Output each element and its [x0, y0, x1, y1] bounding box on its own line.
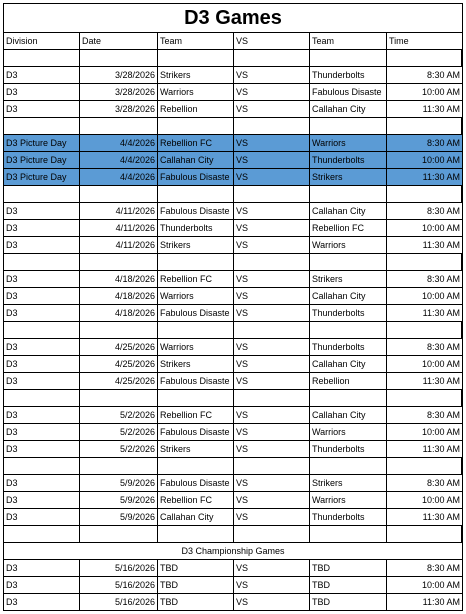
spacer-row [3, 254, 463, 271]
empty-cell[interactable] [234, 390, 310, 406]
spacer-row [3, 50, 463, 67]
table-row [3, 441, 463, 458]
empty-cell[interactable] [158, 254, 234, 270]
cell-team2[interactable]: Callahan City [310, 101, 387, 117]
empty-cell[interactable] [310, 118, 387, 134]
cell-team2[interactable]: Thunderbolts [310, 339, 387, 355]
cell-date[interactable]: 4/18/2026 [80, 305, 158, 321]
cell-division[interactable]: D3 [4, 475, 80, 491]
cell-time[interactable]: 8:30 AM [426, 70, 460, 80]
cell-vs[interactable]: VS [234, 407, 310, 423]
empty-cell[interactable] [387, 118, 462, 134]
cell-division[interactable]: D3 [4, 356, 80, 372]
cell-vs[interactable]: VS [234, 220, 310, 236]
championship-label[interactable]: D3 Championship Games [181, 546, 285, 556]
cell-division[interactable]: D3 [4, 594, 80, 610]
cell-team2[interactable]: Callahan City [310, 356, 387, 372]
header-row [3, 33, 463, 50]
cell-division[interactable]: D3 [4, 339, 80, 355]
cell-time[interactable]: 10:00 AM [421, 495, 460, 505]
cell-vs[interactable]: VS [234, 135, 310, 151]
cell-team[interactable]: TBD [158, 594, 234, 610]
cell-team2[interactable]: Rebellion [310, 373, 387, 389]
cell-team2[interactable]: Warriors [310, 135, 387, 151]
empty-cell[interactable] [80, 322, 158, 338]
cell-team2[interactable]: Callahan City [310, 288, 387, 304]
cell-vs[interactable]: VS [234, 492, 310, 508]
table-row [3, 475, 463, 492]
header-time[interactable]: Time [389, 36, 409, 46]
empty-cell[interactable] [387, 390, 462, 406]
cell-vs[interactable]: VS [234, 169, 310, 185]
cell-time[interactable]: 10:00 AM [421, 87, 460, 97]
cell-time[interactable]: 11:30 AM [422, 240, 460, 250]
cell-team[interactable]: Strikers [158, 356, 234, 372]
empty-cell[interactable] [4, 186, 80, 202]
cell-vs[interactable]: VS [234, 203, 310, 219]
cell-date[interactable]: 4/4/2026 [80, 135, 158, 151]
cell-division[interactable]: D3 [4, 220, 80, 236]
cell-date[interactable]: 4/25/2026 [80, 373, 158, 389]
cell-division[interactable]: D3 [4, 577, 80, 593]
cell-vs[interactable]: VS [234, 441, 310, 457]
empty-cell[interactable] [80, 50, 158, 66]
cell-division[interactable]: D3 [4, 441, 80, 457]
cell-team2[interactable]: Warriors [310, 492, 387, 508]
cell-time[interactable]: 11:30 AM [422, 308, 460, 318]
empty-cell[interactable] [80, 118, 158, 134]
empty-cell[interactable] [387, 50, 462, 66]
table-row [3, 220, 463, 237]
cell-team[interactable]: Callahan City [158, 509, 234, 525]
cell-date[interactable]: 4/18/2026 [80, 271, 158, 287]
cell-team[interactable]: Fabulous Disaste [158, 203, 234, 219]
table-row [3, 339, 463, 356]
cell-team[interactable]: Fabulous Disaste [158, 475, 234, 491]
table-row [3, 509, 463, 526]
cell-team2[interactable]: Thunderbolts [310, 152, 387, 168]
cell-team[interactable]: Thunderbolts [158, 220, 234, 236]
cell-vs[interactable]: VS [234, 152, 310, 168]
empty-cell[interactable] [310, 390, 387, 406]
table-row [3, 305, 463, 322]
empty-cell[interactable] [310, 254, 387, 270]
cell-time[interactable]: 8:30 AM [426, 563, 460, 573]
cell-vs[interactable]: VS [234, 305, 310, 321]
cell-time[interactable]: 11:30 AM [422, 104, 460, 114]
cell-division[interactable]: D3 [4, 305, 80, 321]
cell-time[interactable]: 8:30 AM [426, 274, 460, 284]
cell-date[interactable]: 3/28/2026 [80, 101, 158, 117]
cell-division[interactable]: D3 [4, 509, 80, 525]
empty-cell[interactable] [158, 50, 234, 66]
table-row [3, 67, 463, 84]
cell-team2[interactable]: Callahan City [310, 407, 387, 423]
cell-team2[interactable]: Thunderbolts [310, 67, 387, 83]
cell-team2[interactable]: Rebellion FC [310, 220, 387, 236]
cell-division[interactable]: D3 [4, 271, 80, 287]
cell-date[interactable]: 5/16/2026 [80, 594, 158, 610]
cell-team2[interactable]: Fabulous Disaste [310, 84, 387, 100]
cell-team[interactable]: Rebellion FC [158, 135, 234, 151]
empty-cell[interactable] [80, 254, 158, 270]
cell-vs[interactable]: VS [234, 594, 310, 610]
cell-division[interactable]: D3 [4, 373, 80, 389]
cell-team[interactable]: Rebellion FC [158, 271, 234, 287]
empty-cell[interactable] [234, 118, 310, 134]
empty-cell[interactable] [310, 186, 387, 202]
cell-team2[interactable]: Warriors [310, 424, 387, 440]
cell-vs[interactable]: VS [234, 475, 310, 491]
spacer-row [3, 322, 463, 339]
cell-team[interactable]: Strikers [158, 67, 234, 83]
cell-team[interactable]: Fabulous Disaste [158, 305, 234, 321]
schedule-sheet [3, 3, 463, 611]
cell-time[interactable]: 8:30 AM [426, 206, 460, 216]
table-row [3, 237, 463, 254]
cell-time[interactable]: 10:00 AM [421, 223, 460, 233]
empty-cell[interactable] [234, 50, 310, 66]
cell-division[interactable]: D3 [4, 237, 80, 253]
cell-vs[interactable]: VS [234, 67, 310, 83]
cell-team2[interactable]: Strikers [310, 271, 387, 287]
cell-team2[interactable]: TBD [310, 594, 387, 610]
empty-cell[interactable] [4, 254, 80, 270]
empty-cell[interactable] [310, 322, 387, 338]
cell-time[interactable]: 11:30 AM [422, 376, 460, 386]
cell-time[interactable]: 11:30 AM [422, 512, 460, 522]
table-row [3, 373, 463, 390]
cell-team[interactable]: Fabulous Disaste [158, 424, 234, 440]
cell-time[interactable]: 10:00 AM [421, 427, 460, 437]
empty-cell[interactable] [234, 186, 310, 202]
cell-division[interactable]: D3 Picture Day [4, 169, 80, 185]
cell-date[interactable]: 5/16/2026 [80, 577, 158, 593]
cell-vs[interactable]: VS [234, 373, 310, 389]
cell-time[interactable]: 10:00 AM [421, 291, 460, 301]
cell-team[interactable]: Rebellion [158, 101, 234, 117]
empty-cell[interactable] [4, 322, 80, 338]
empty-cell[interactable] [4, 526, 80, 542]
table-row [3, 356, 463, 373]
cell-team[interactable]: Rebellion FC [158, 407, 234, 423]
cell-date[interactable]: 5/16/2026 [80, 560, 158, 576]
header-division[interactable]: Division [4, 33, 80, 49]
cell-date[interactable]: 5/2/2026 [80, 441, 158, 457]
cell-date[interactable]: 5/2/2026 [80, 407, 158, 423]
cell-division[interactable]: D3 Picture Day [4, 152, 80, 168]
empty-cell[interactable] [4, 50, 80, 66]
cell-date[interactable]: 5/9/2026 [80, 492, 158, 508]
cell-team[interactable]: Warriors [158, 84, 234, 100]
empty-cell[interactable] [310, 526, 387, 542]
cell-date[interactable]: 4/18/2026 [80, 288, 158, 304]
cell-division[interactable]: D3 [4, 84, 80, 100]
cell-vs[interactable]: VS [234, 424, 310, 440]
cell-division[interactable]: D3 [4, 424, 80, 440]
cell-time[interactable]: 11:30 AM [422, 172, 460, 182]
table-row [3, 560, 463, 577]
cell-vs[interactable]: VS [234, 288, 310, 304]
spacer-row [3, 390, 463, 407]
empty-cell[interactable] [80, 390, 158, 406]
empty-cell[interactable] [4, 390, 80, 406]
table-row [3, 101, 463, 118]
cell-team[interactable]: Strikers [158, 237, 234, 253]
cell-time[interactable]: 11:30 AM [422, 597, 460, 607]
cell-team2[interactable]: Thunderbolts [310, 305, 387, 321]
cell-time[interactable]: 8:30 AM [426, 342, 460, 352]
cell-team[interactable]: Warriors [158, 288, 234, 304]
header-team-2[interactable]: Team [310, 33, 387, 49]
cell-team2[interactable]: TBD [310, 577, 387, 593]
cell-team2[interactable]: TBD [310, 560, 387, 576]
cell-team2[interactable]: Thunderbolts [310, 441, 387, 457]
cell-time[interactable]: 10:00 AM [421, 359, 460, 369]
cell-time[interactable]: 10:00 AM [421, 580, 460, 590]
table-row-highlighted [3, 135, 463, 152]
table-row [3, 288, 463, 305]
sheet-title[interactable]: D3 Games [3, 3, 463, 33]
cell-time[interactable]: 10:00 AM [421, 155, 460, 165]
schedule-body [3, 50, 463, 611]
empty-cell[interactable] [234, 322, 310, 338]
empty-cell[interactable] [234, 526, 310, 542]
empty-cell[interactable] [80, 186, 158, 202]
cell-team[interactable]: Strikers [158, 441, 234, 457]
cell-time[interactable]: 8:30 AM [426, 410, 460, 420]
cell-date[interactable]: 5/2/2026 [80, 424, 158, 440]
cell-vs[interactable]: VS [234, 237, 310, 253]
cell-vs[interactable]: VS [234, 577, 310, 593]
cell-division[interactable]: D3 [4, 203, 80, 219]
cell-division[interactable]: D3 [4, 67, 80, 83]
cell-date[interactable]: 3/28/2026 [80, 84, 158, 100]
cell-division[interactable]: D3 [4, 492, 80, 508]
cell-time[interactable]: 8:30 AM [426, 138, 460, 148]
header-team[interactable]: Team [158, 33, 234, 49]
empty-cell[interactable] [158, 118, 234, 134]
table-row [3, 577, 463, 594]
table-row [3, 84, 463, 101]
cell-team[interactable]: TBD [158, 560, 234, 576]
empty-cell[interactable] [387, 186, 462, 202]
cell-team[interactable]: Callahan City [158, 152, 234, 168]
empty-cell[interactable] [80, 526, 158, 542]
table-row-highlighted [3, 169, 463, 186]
cell-date[interactable]: 4/25/2026 [80, 339, 158, 355]
cell-team2[interactable]: Strikers [310, 169, 387, 185]
cell-vs[interactable]: VS [234, 271, 310, 287]
cell-vs[interactable]: VS [234, 356, 310, 372]
empty-cell[interactable] [158, 186, 234, 202]
spacer-row [3, 118, 463, 135]
cell-vs[interactable]: VS [234, 560, 310, 576]
cell-date[interactable]: 4/25/2026 [80, 356, 158, 372]
cell-division[interactable]: D3 [4, 407, 80, 423]
cell-team[interactable]: Rebellion FC [158, 492, 234, 508]
cell-division[interactable]: D3 Picture Day [4, 135, 80, 151]
spacer-row [3, 458, 463, 475]
empty-cell[interactable] [80, 458, 158, 474]
cell-team[interactable]: Warriors [158, 339, 234, 355]
cell-date[interactable]: 4/11/2026 [80, 237, 158, 253]
empty-cell[interactable] [310, 50, 387, 66]
cell-team2[interactable]: Strikers [310, 475, 387, 491]
cell-team[interactable]: TBD [158, 577, 234, 593]
cell-division[interactable]: D3 [4, 101, 80, 117]
empty-cell[interactable] [4, 458, 80, 474]
empty-cell[interactable] [310, 458, 387, 474]
cell-date[interactable]: 5/9/2026 [80, 509, 158, 525]
empty-cell[interactable] [158, 322, 234, 338]
championship-header-row [3, 543, 463, 560]
cell-vs[interactable]: VS [234, 339, 310, 355]
spacer-row [3, 186, 463, 203]
cell-vs[interactable]: VS [234, 84, 310, 100]
empty-cell[interactable] [158, 390, 234, 406]
header-date[interactable]: Date [80, 33, 158, 49]
spacer-row [3, 526, 463, 543]
cell-date[interactable]: 4/4/2026 [80, 169, 158, 185]
table-row [3, 407, 463, 424]
empty-cell[interactable] [387, 458, 462, 474]
empty-cell[interactable] [4, 118, 80, 134]
empty-cell[interactable] [387, 526, 462, 542]
cell-team2[interactable]: Thunderbolts [310, 509, 387, 525]
empty-cell[interactable] [234, 458, 310, 474]
empty-cell[interactable] [158, 526, 234, 542]
cell-time[interactable]: 11:30 AM [422, 444, 460, 454]
cell-team[interactable]: Fabulous Disaste [158, 169, 234, 185]
cell-division[interactable]: D3 [4, 560, 80, 576]
table-row [3, 594, 463, 611]
cell-team2[interactable]: Callahan City [310, 203, 387, 219]
cell-date[interactable]: 5/9/2026 [80, 475, 158, 491]
empty-cell[interactable] [387, 254, 462, 270]
table-row [3, 271, 463, 288]
empty-cell[interactable] [234, 254, 310, 270]
cell-team[interactable]: Fabulous Disaste [158, 373, 234, 389]
table-row [3, 492, 463, 509]
cell-division[interactable]: D3 [4, 288, 80, 304]
cell-vs[interactable]: VS [234, 509, 310, 525]
header-vs[interactable]: VS [234, 33, 310, 49]
cell-time[interactable]: 8:30 AM [426, 478, 460, 488]
table-row [3, 203, 463, 220]
cell-date[interactable]: 4/4/2026 [80, 152, 158, 168]
cell-team2[interactable]: Warriors [310, 237, 387, 253]
cell-date[interactable]: 3/28/2026 [80, 67, 158, 83]
cell-vs[interactable]: VS [234, 101, 310, 117]
cell-date[interactable]: 4/11/2026 [80, 220, 158, 236]
table-row [3, 424, 463, 441]
cell-date[interactable]: 4/11/2026 [80, 203, 158, 219]
empty-cell[interactable] [387, 322, 462, 338]
table-row-highlighted [3, 152, 463, 169]
empty-cell[interactable] [158, 458, 234, 474]
